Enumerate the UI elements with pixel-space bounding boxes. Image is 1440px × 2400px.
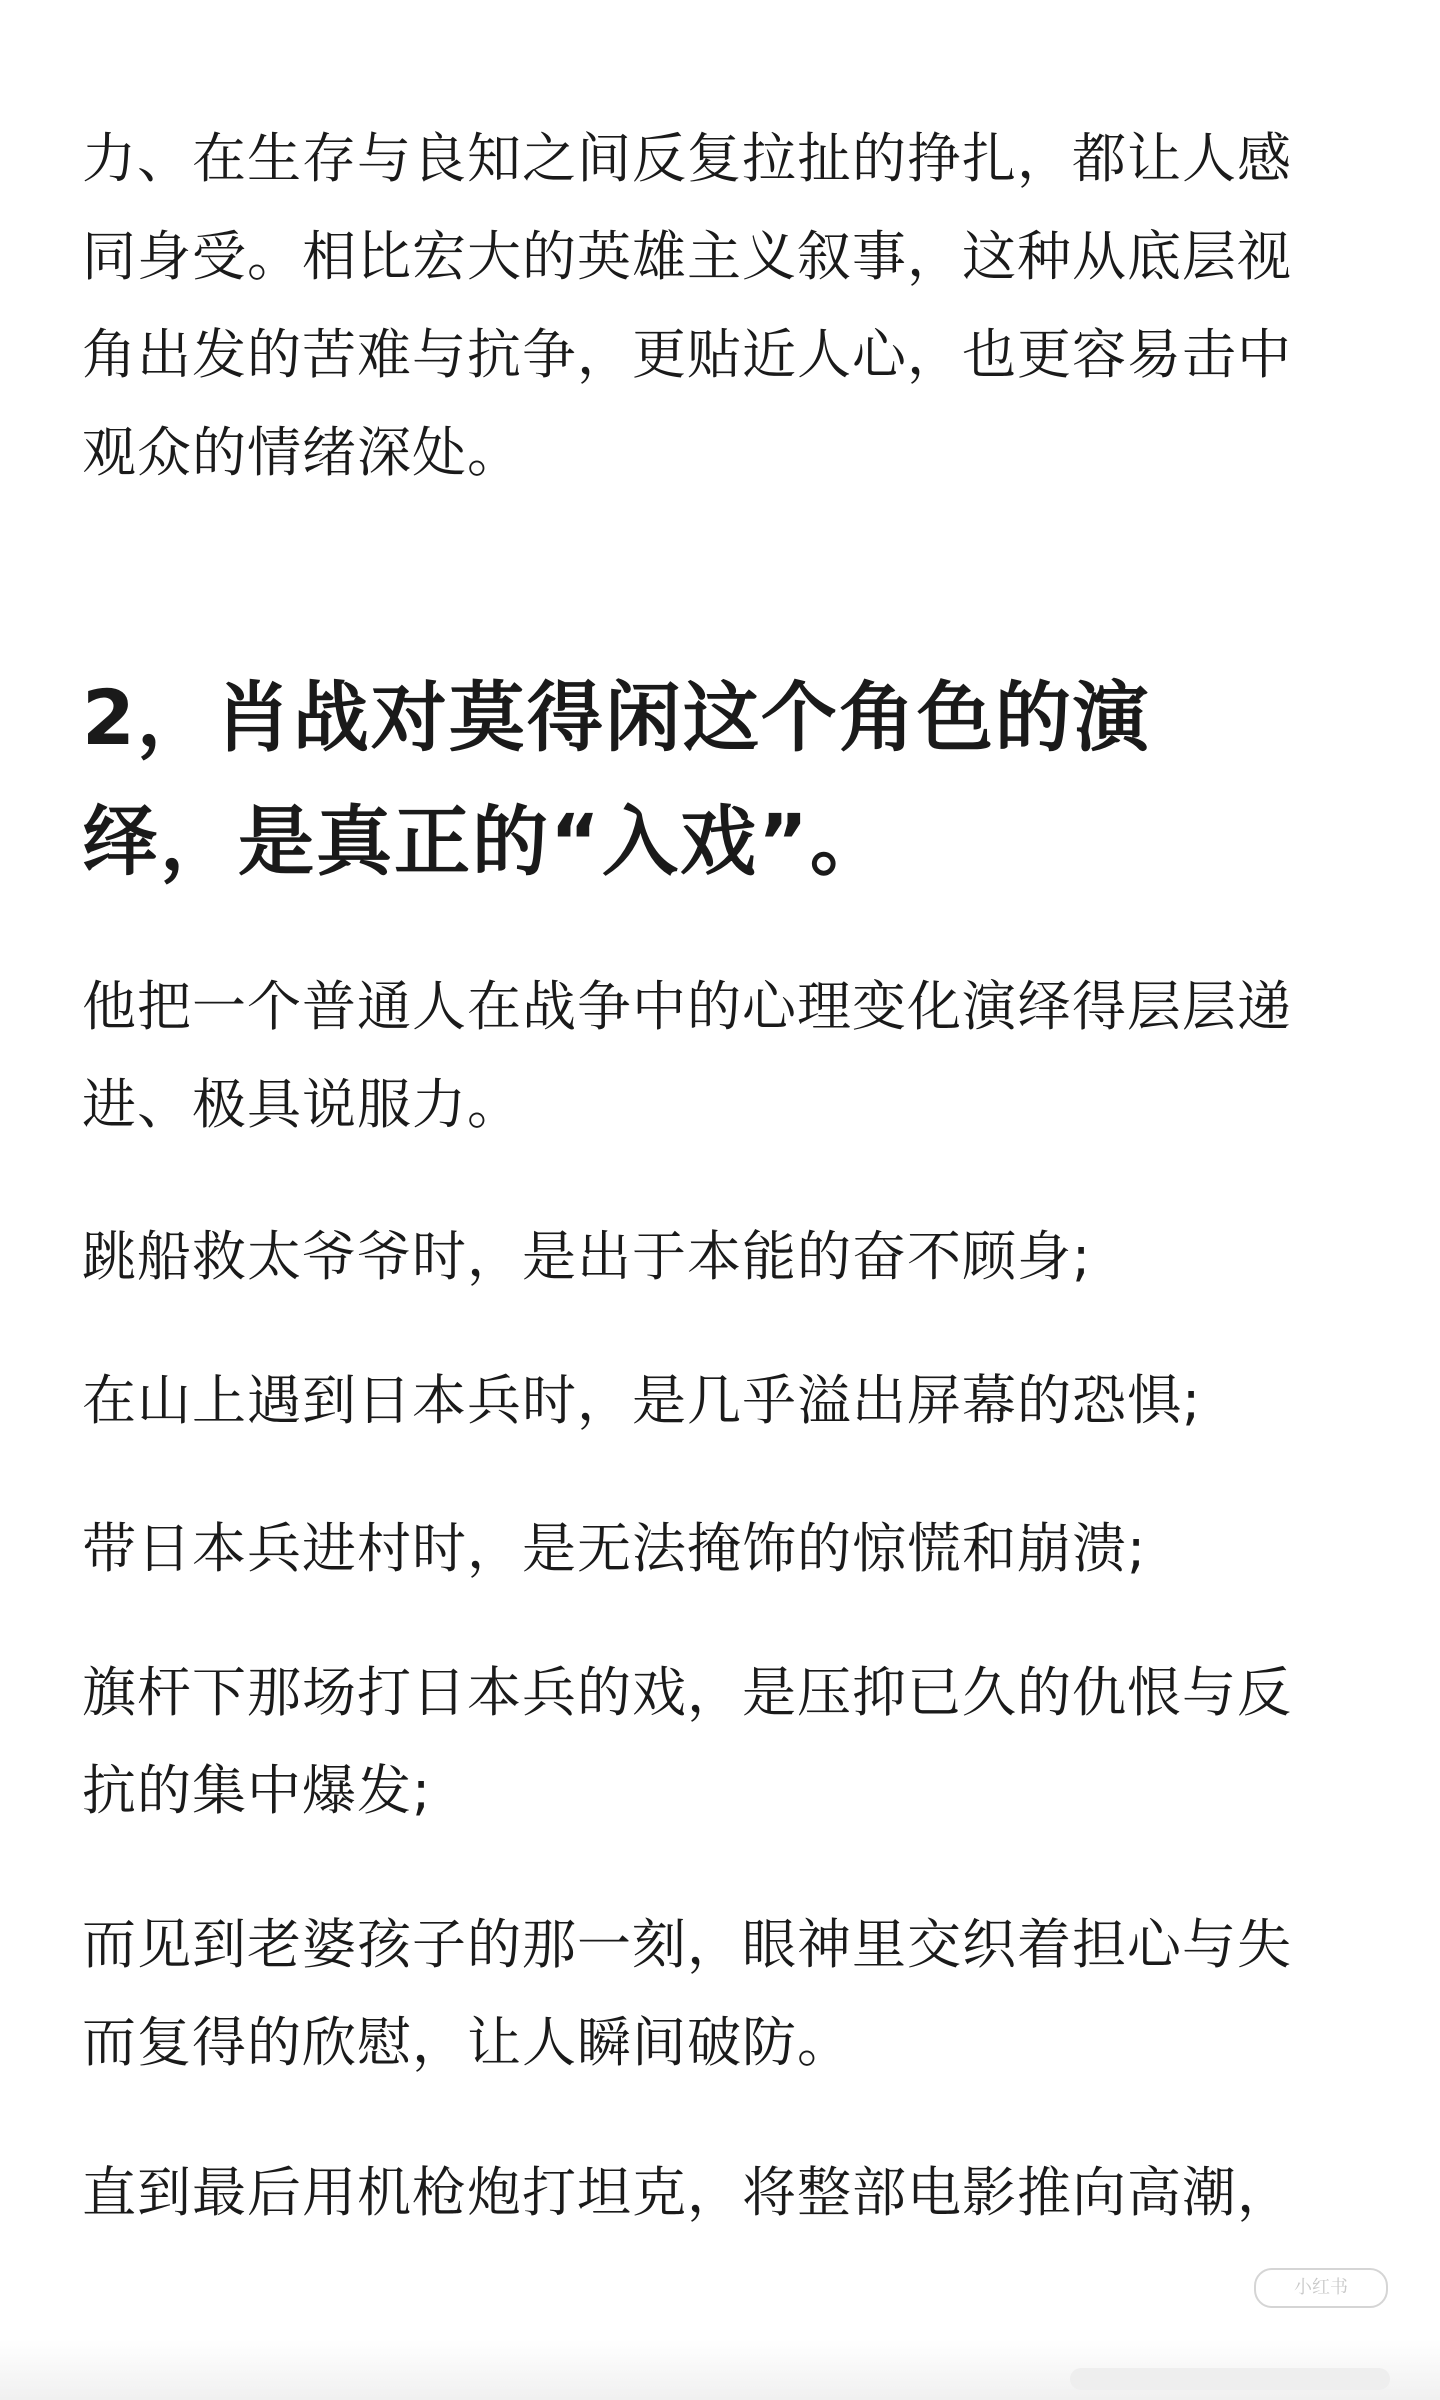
text-line: 而复得的欣慰，让人瞬间破防。	[82, 2011, 852, 2074]
section-heading	[82, 656, 1372, 904]
text-line: 角出发的苦难与抗争，更贴近人心，也更容易击中	[82, 323, 1292, 386]
text-line: 直到最后用机枪炮打坦克，将整部电影推向高潮，	[82, 2161, 1292, 2224]
intro-paragraph	[82, 110, 1372, 502]
text-line: 力、在生存与良知之间反复拉扯的挣扎，都让人感	[82, 127, 1292, 190]
text-line: 他把一个普通人在战争中的心理变化演绎得层层递	[82, 975, 1292, 1038]
text-line: 在山上遇到日本兵时，是几乎溢出屏幕的恐惧;	[82, 1369, 1202, 1432]
paragraph-family	[82, 1896, 1372, 2092]
text-line: 同身受。相比宏大的英雄主义叙事，这种从底层视	[82, 225, 1292, 288]
paragraph-jump-ship	[82, 1208, 1372, 1306]
heading-line: 2，肖战对莫得闲这个角色的演	[82, 673, 1151, 762]
heading-line: 绎，是真正的“入戏”。	[82, 797, 888, 886]
paragraph-progression	[82, 958, 1372, 1154]
text-line: 进、极具说服力。	[82, 1073, 522, 1136]
watermark-logo: 小红书	[1254, 2268, 1388, 2308]
text-line: 跳船救太爷爷时，是出于本能的奋不顾身;	[82, 1225, 1092, 1288]
paragraph-mountain	[82, 1352, 1372, 1450]
text-line: 而见到老婆孩子的那一刻，眼神里交织着担心与失	[82, 1913, 1292, 1976]
paragraph-flagpole	[82, 1644, 1372, 1840]
text-line: 抗的集中爆发;	[82, 1759, 432, 1822]
text-line: 观众的情绪深处。	[82, 421, 522, 484]
paragraph-village	[82, 1500, 1372, 1598]
home-indicator-bar	[1070, 2368, 1390, 2390]
text-line: 带日本兵进村时，是无法掩饰的惊慌和崩溃;	[82, 1517, 1147, 1580]
text-line: 旗杆下那场打日本兵的戏，是压抑已久的仇恨与反	[82, 1661, 1292, 1724]
paragraph-climax	[82, 2144, 1372, 2242]
